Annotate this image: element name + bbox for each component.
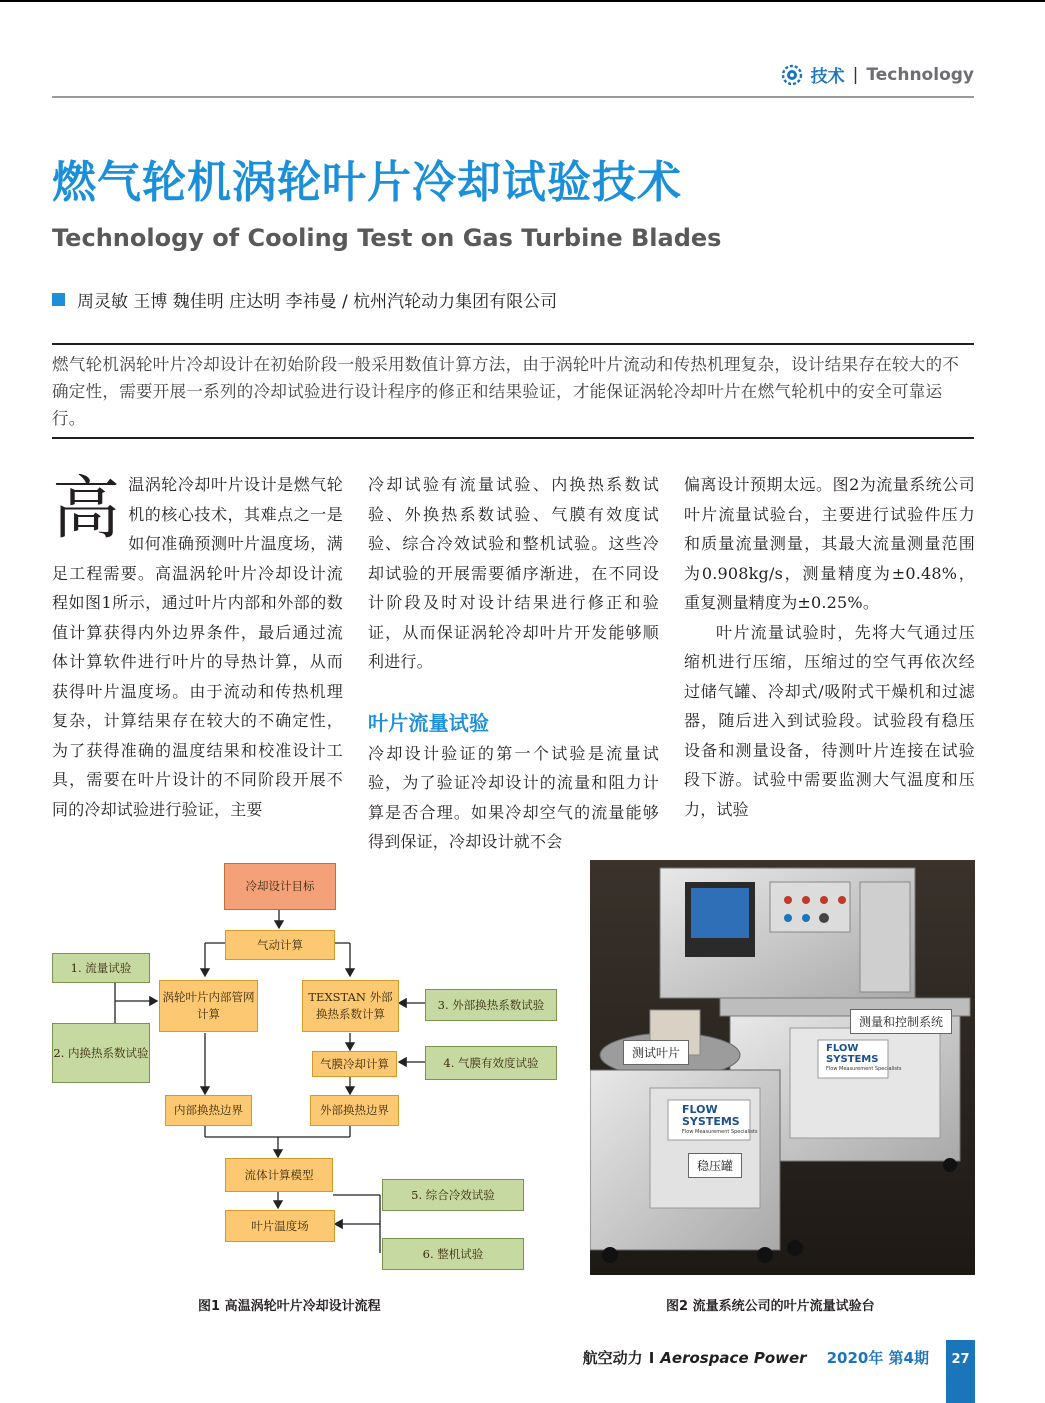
column-2: [368, 470, 659, 857]
authors-line: [52, 287, 557, 312]
page-number: 27: [946, 1340, 975, 1403]
drop-cap: 高: [52, 470, 121, 549]
col2-paragraph-1: 冷却试验有流量试验、内换热系数试验、外换热系数试验、气膜有效度试验、综合冷效试验和整机试验。这些冷却试验的开展需要循序渐进，在不同设计阶段及时对设计结果进行修正和验证，从而保证涡轮冷却叶片开发能够顺利进行。: [368, 475, 659, 671]
figure-1-caption: 图1 高温涡轮叶片冷却设计流程: [198, 1299, 381, 1314]
journal-en: Aerospace Power: [660, 1349, 807, 1367]
figure-2-caption: 图2 流量系统公司的叶片流量试验台: [666, 1299, 875, 1314]
header-rule: [52, 96, 974, 98]
node-test-3-external: 3. 外部换热系数试验: [425, 989, 557, 1021]
node-test-5-combined: 5. 综合冷效试验: [382, 1179, 524, 1211]
brand-logo-lower-bottom: SYSTEMS: [682, 1115, 740, 1128]
node-texstan-external: TEXSTAN 外部换热系数计算: [302, 980, 399, 1032]
test-rig-illustration: [590, 860, 975, 1275]
brand-logo-upper-bottom: SYSTEMS: [826, 1054, 879, 1065]
brand-logo-lower-tagline: Flow Measurement Specialists: [682, 1129, 758, 1135]
brand-logo-upper: [826, 1043, 902, 1073]
label-test-blade: 测试叶片: [623, 1040, 689, 1065]
node-internal-network: 涡轮叶片内部管网计算: [159, 980, 258, 1032]
label-control-system: 测量和控制系统: [850, 1009, 952, 1034]
col2-paragraph-2: 冷却设计验证的第一个试验是流量试验，为了验证冷却设计的流量和阻力计算是否合理。如果冷却空气的流量能够得到保证，冷却设计就不会: [368, 743, 659, 851]
brand-logo-upper-top: FLOW: [826, 1043, 859, 1054]
title-zh: 燃气轮机涡轮叶片冷却试验技术: [52, 157, 682, 208]
col3-paragraph-2: 叶片流量试验时，先将大气通过压缩机进行压缩，压缩过的空气再依次经过储气罐、冷却式/吸附式干燥机和过滤器，随后进入到试验段。试验段有稳压设备和测量设备，待测叶片连接在试验段下游。试验中需要监测大气温度和压力，试验: [684, 622, 975, 819]
section-tag: [781, 62, 974, 87]
node-test-2-internal: 2. 内换热系数试验: [52, 1023, 150, 1083]
gear-logo-icon: [781, 64, 803, 86]
node-test-4-film: 4. 气膜有效度试验: [425, 1046, 557, 1080]
journal-separator: I: [648, 1349, 655, 1367]
abstract-rule-top: [52, 343, 974, 345]
brand-logo-upper-tagline: Flow Measurement Specialists: [826, 1066, 902, 1072]
abstract: 燃气轮机涡轮叶片冷却设计在初始阶段一般采用数值计算方法，由于涡轮叶片流动和传热机理复杂，设计结果存在较大的不确定性，需要开展一系列的冷却试验进行设计程序的修正和结果验证，才能保证涡轮冷却叶片在燃气轮机中的安全可靠运行。: [52, 355, 960, 428]
node-test-6-engine: 6. 整机试验: [382, 1238, 524, 1270]
node-fluid-model: 流体计算模型: [225, 1158, 333, 1192]
figure-2-photo: [590, 860, 975, 1275]
journal-zh: 航空动力: [582, 1349, 643, 1367]
footer: [583, 1347, 929, 1368]
node-film-cooling-calc: 气膜冷却计算: [312, 1051, 397, 1077]
col1-paragraph: 温涡轮冷却叶片设计是燃气轮机的核心技术，其难点之一是如何准确预测叶片温度场，满足工程需要。高温涡轮叶片冷却设计流程如图1所示，通过叶片内部和外部的数值计算获得内外边界条件，最后通过流体计算软件进行叶片的导热计算，从而获得叶片温度场。由于流动和传热机理复杂，计算结果存在较大的不确定性，为了获得准确的温度结果和校准设计工具，需要在叶片设计的不同阶段开展不同的冷却试验进行验证，主要: [52, 475, 343, 819]
column-3: [684, 470, 975, 824]
label-pressure-tank: 稳压罐: [688, 1153, 742, 1178]
column-1: [52, 470, 343, 824]
brand-logo-lower: [682, 1104, 758, 1136]
square-bullet-icon: [52, 293, 65, 306]
issue-number: 2020年 第4期: [826, 1349, 929, 1367]
node-inner-bc: 内部换热边界: [165, 1095, 252, 1126]
col3-paragraph-1: 偏离设计预期太远。图2为流量系统公司叶片流量试验台，主要进行试验件压力和质量流量测量，其最大流量测量范围为0.908kg/s，测量精度为±0.48%，重复测量精度为±0.25%。: [684, 475, 975, 612]
figure-1-flowchart: [50, 855, 570, 1285]
node-test-1-flow: 1. 流量试验: [52, 953, 150, 983]
node-cooling-target: 冷却设计目标: [224, 863, 336, 910]
section-separator: |: [852, 64, 859, 85]
node-outer-bc: 外部换热边界: [310, 1095, 399, 1126]
authors: 周灵敏 王博 魏佳明 庄达明 李祎曼 / 杭州汽轮动力集团有限公司: [77, 292, 558, 312]
section-en: Technology: [866, 64, 974, 85]
section-zh: 技术: [810, 67, 845, 87]
node-blade-temperature: 叶片温度场: [225, 1210, 335, 1242]
node-aero-calc: 气动计算: [225, 930, 335, 960]
top-border: [0, 0, 1045, 2]
brand-logo-lower-top: FLOW: [682, 1103, 718, 1116]
abstract-rule-bottom: [52, 437, 974, 439]
title-en: Technology of Cooling Test on Gas Turbine Blades: [52, 224, 722, 252]
section-heading-flow-test: 叶片流量试验: [368, 710, 490, 735]
